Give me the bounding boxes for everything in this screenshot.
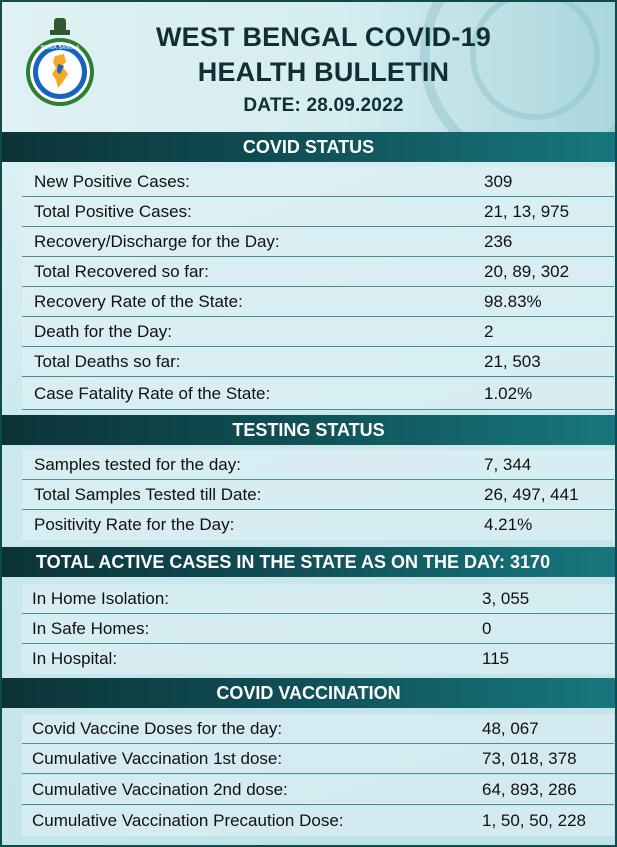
row-value: 2 — [484, 321, 494, 341]
row-label: Death for the Day: — [34, 321, 172, 341]
row-label: In Home Isolation: — [32, 588, 170, 608]
section-heading-covid-status: COVID STATUS — [0, 132, 617, 162]
section-heading-testing-status: TESTING STATUS — [0, 415, 617, 445]
row-label: Total Samples Tested till Date: — [34, 484, 262, 504]
row-label: Covid Vaccine Doses for the day: — [32, 718, 283, 738]
row-value: 20, 89, 302 — [484, 261, 570, 281]
row-value: 21, 13, 975 — [484, 201, 570, 221]
row-label: Recovery/Discharge for the Day: — [34, 231, 280, 251]
row-value: 1, 50, 50, 228 — [482, 811, 586, 830]
row-value: 7, 344 — [484, 454, 532, 474]
row-value: 4.21% — [484, 515, 533, 534]
bulletin-title-line2: HEALTH BULLETIN — [197, 57, 450, 87]
row-label: Positivity Rate for the Day: — [34, 515, 235, 534]
row-value: 236 — [484, 231, 513, 251]
emblem-text: BISWA BANGLA — [40, 45, 80, 51]
row-value: 48, 067 — [482, 718, 539, 738]
row-label: Cumulative Vaccination 1st dose: — [32, 748, 283, 768]
row-label: New Positive Cases: — [34, 171, 190, 191]
row-label: Cumulative Vaccination 2nd dose: — [32, 779, 288, 799]
row-label: Samples tested for the day: — [34, 454, 241, 474]
row-value: 64, 893, 286 — [482, 779, 577, 799]
row-label: In Safe Homes: — [32, 618, 150, 638]
row-label: Total Positive Cases: — [34, 201, 192, 221]
row-value: 26, 497, 441 — [484, 484, 579, 504]
row-label: In Hospital: — [32, 649, 118, 668]
section-heading-vaccination: COVID VACCINATION — [0, 678, 617, 708]
row-value: 1.02% — [484, 383, 533, 403]
section-heading-active-cases: TOTAL ACTIVE CASES IN THE STATE AS ON THE DAY: 3170 — [0, 547, 617, 577]
row-value: 309 — [484, 171, 513, 191]
row-label: Total Recovered so far: — [34, 261, 209, 281]
row-value: 73, 018, 378 — [482, 748, 577, 768]
row-label: Case Fatality Rate of the State: — [34, 383, 271, 403]
row-value: 115 — [482, 649, 510, 668]
row-value: 0 — [482, 618, 492, 638]
row-label: Total Deaths so far: — [34, 351, 181, 371]
row-value: 21, 503 — [484, 351, 541, 371]
bulletin-title-line1: WEST BENGAL COVID-19 — [155, 22, 492, 52]
row-value: 3, 055 — [482, 588, 530, 608]
row-value: 98.83% — [484, 291, 542, 311]
row-label: Recovery Rate of the State: — [34, 291, 243, 311]
row-label: Cumulative Vaccination Precaution Dose: — [32, 811, 344, 830]
bulletin-date: DATE: 28.09.2022 — [243, 95, 404, 116]
